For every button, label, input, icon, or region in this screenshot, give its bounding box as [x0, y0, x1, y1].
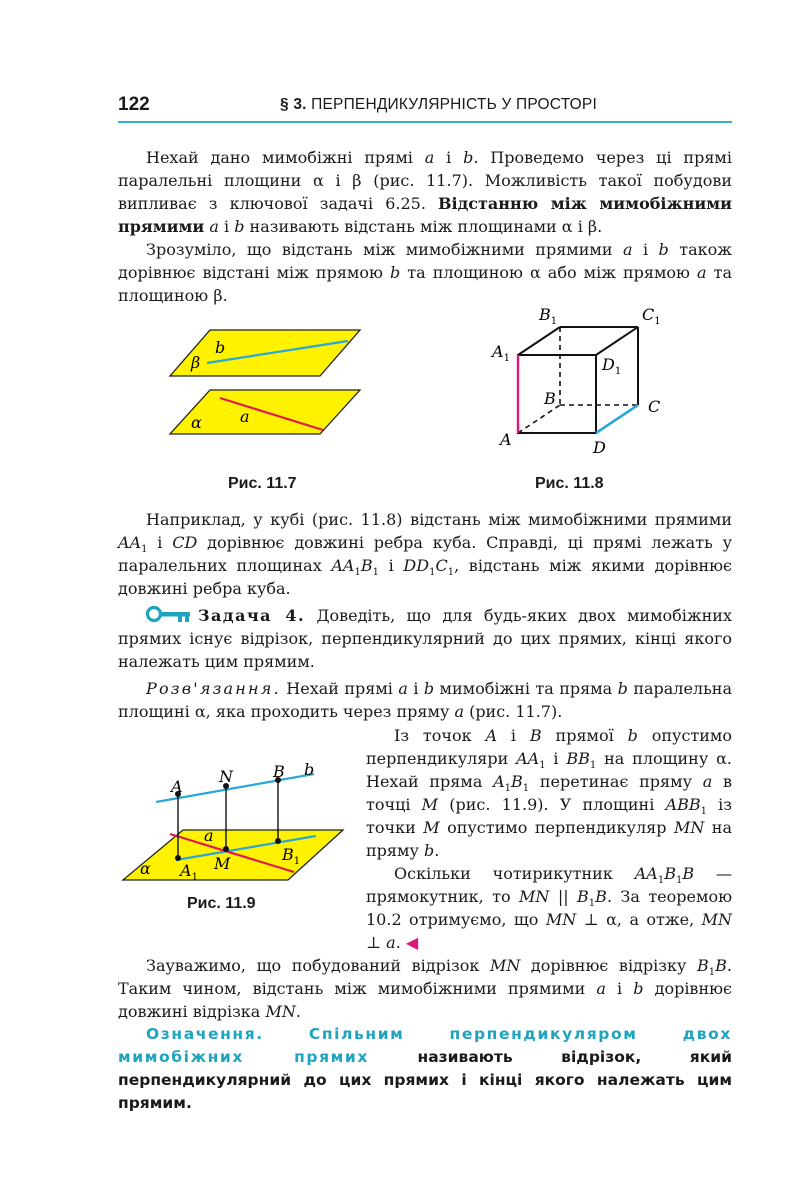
label-alpha: α [191, 413, 202, 432]
figure-11-9 [118, 762, 358, 902]
cube-edge-cd [596, 405, 638, 433]
figure-11-8 [490, 300, 690, 470]
label-B1: $B_1$ [539, 305, 558, 327]
proof-paragraph-1: Із точок A і B прямої b опустимо перпендикуляри $AA_1$ і $BB_1$ на площину α. Нехай пряма $A_1B_1$ перетинає пряму a в точці M (рис. 11.9). У площині $ABB_1$ із точки M опустимо перпендикуляр MN на пряму b. [366, 726, 733, 860]
caption-fig-11-7: Рис. 11.7 [228, 475, 297, 492]
label-a: a [240, 407, 250, 426]
header-rule [118, 121, 732, 123]
label-C1: $C_1$ [642, 305, 661, 327]
solution-intro: Розв'язання. Нехай прямі a і b мимобіжні та пряма b паралельна площині α, яка проходить через пряму a (рис. 11.7). [118, 679, 733, 721]
page-header [118, 92, 732, 122]
label-B1-119: $B_1$ [282, 845, 301, 867]
end-of-proof-mark: ◀ [405, 933, 419, 952]
caption-fig-11-8: Рис. 11.8 [535, 475, 604, 492]
cube-edge-ab-hidden [518, 405, 560, 433]
cube-edge-a1b1 [518, 327, 560, 355]
paragraph-3: Наприклад, у кубі (рис. 11.8) відстань між мимобіжними прямими $AA_1$ і CD дорівнює довжині ребра куба. Справді, ці прямі лежать у паралельних площинах $AA_1B_1$ і $DD_1C_1$, відстань між якими дорівнює довжині ребра куба. [118, 510, 733, 598]
label-B: B [544, 389, 556, 408]
label-beta: β [191, 353, 201, 372]
cube-edge-d1c1 [596, 327, 638, 355]
label-B-119: B [273, 762, 285, 781]
remark-paragraph: Зауважимо, що побудований відрізок MN дорівнює відрізку $B_1B$. Таким чином, відстань між мимобіжними прямими a і b дорівнює довжині відрізка MN. [118, 956, 732, 1021]
label-A1: $A_1$ [492, 342, 510, 364]
page-number: 122 [118, 94, 150, 115]
label-A-119: A [171, 777, 183, 796]
label-b-119: b [304, 760, 315, 779]
label-M-119: M [214, 854, 231, 873]
label-b: b [215, 338, 226, 357]
cube-front-face [518, 355, 596, 433]
label-N-119: N [219, 767, 233, 786]
label-D: D [593, 438, 606, 457]
proof-paragraph-2: Оскільки чотирикутник $AA_1B_1B$ — прямокутник, то MN || $B_1B$. За теоремою 10.2 отримуємо, що MN ⊥ α, а отже, MN ⊥ a. ◀ [366, 864, 733, 952]
label-alpha-119: α [140, 859, 151, 878]
figure-11-7 [165, 318, 365, 458]
label-C: C [648, 397, 661, 416]
task-4: Задача 4. Доведіть, що для будь-яких двох мимобіжних прямих існує відрізок, перпендикулярний до цих прямих, кінці якого належать цим прямим. [118, 606, 732, 671]
definition: Означення. Спільним перпендикуляром двох мимобіжних прямих називають відрізок, який перпендикулярний до цих прямих і кінці якого належать цим прямим. [118, 1025, 732, 1112]
label-D1: $D_1$ [602, 355, 622, 377]
running-title: § 3. ПЕРПЕНДИКУЛЯРНІСТЬ У ПРОСТОРІ [280, 96, 597, 113]
caption-fig-11-9: Рис. 11.9 [187, 895, 256, 912]
label-A: A [500, 430, 512, 449]
label-a-119: a [204, 826, 214, 845]
paragraph-2: Зрозуміло, що відстань між мимобіжними прямими a і b також дорівнює відстані між прямою b та площиною α або між прямою a та площиною β. [118, 240, 732, 305]
label-A1-119: $A_1$ [180, 861, 198, 883]
paragraph-1: Нехай дано мимобіжні прямі a і b. Проведемо через ці прямі паралельні площини α і β (рис. 11.7). Можливість такої побудови випливає з ключової задачі 6.25. Відстанню між мимобіжними прямими a і b називають відстань між площинами α і β. [118, 148, 732, 236]
